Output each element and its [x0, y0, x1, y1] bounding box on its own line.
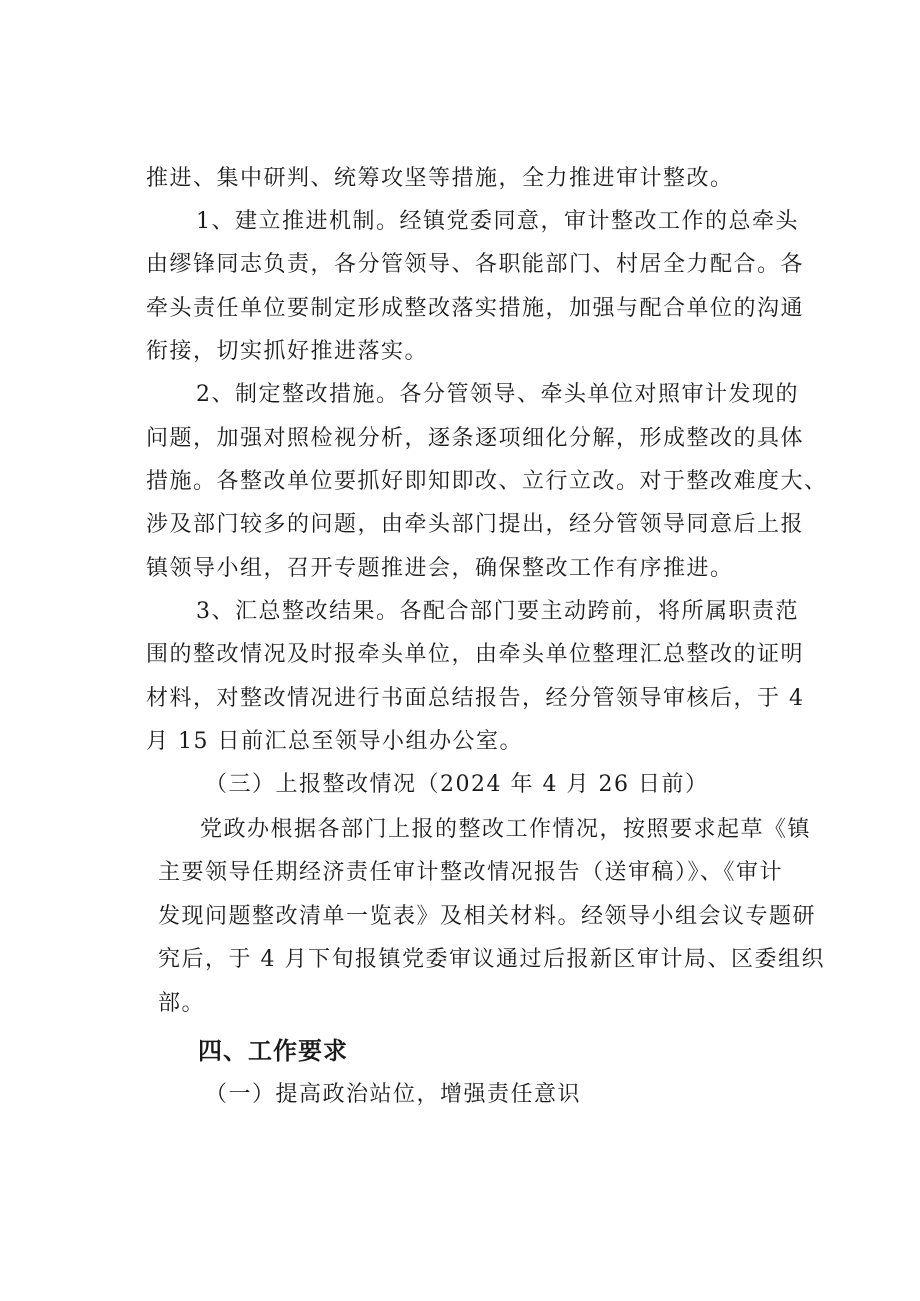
text-line: 月 15 日前汇总至领导小组办公室。: [146, 729, 523, 754]
text-line: 党政办根据各部门上报的整改工作情况，按照要求起草《镇: [200, 817, 812, 842]
text-line: 3、汇总整改结果。各配合部门要主动跨前，将所属职责范: [196, 599, 799, 624]
text-line: 牵头责任单位要制定形成整改落实措施，加强与配合单位的沟通: [146, 296, 805, 321]
subsection-title: （三）上报整改情况（2024 年 4 月 26 日前）: [205, 772, 709, 797]
text-line: 发现问题整改清单一览表》及相关材料。经领导小组会议专题研: [158, 904, 817, 929]
text-line: 部。: [158, 991, 206, 1016]
text-line: 由缪锋同志负责，各分管领导、各职能部门、村居全力配合。各: [146, 252, 805, 277]
text-line: 镇领导小组，召开专题推进会，确保整改工作有序推进。: [146, 556, 734, 581]
text-line: 主要领导任期经济责任审计整改情况报告（送审稿）》、《审计: [158, 860, 784, 885]
text-line: 措施。各整改单位要抓好即知即改、立行立改。对于整改难度大、: [146, 469, 828, 494]
text-line: 材料，对整改情况进行书面总结报告，经分管领导审核后，于 4: [146, 686, 805, 711]
text-line: 推进、集中研判、统筹攻坚等措施，全力推进审计整改。: [146, 166, 734, 191]
section-heading: 四、工作要求: [198, 1037, 348, 1065]
text-line: 衔接，切实抓好推进落实。: [146, 339, 429, 364]
subsection-title: （一）提高政治站位，增强责任意识: [205, 1082, 582, 1107]
text-line: 2、制定整改措施。各分管领导、牵头单位对照审计发现的: [196, 382, 799, 407]
text-line: 1、建立推进机制。经镇党委同意，审计整改工作的总牵头: [196, 209, 799, 234]
text-line: 围的整改情况及时报牵头单位，由牵头单位整理汇总整改的证明: [146, 642, 805, 667]
text-line: 究后，于 4 月下旬报镇党委审议通过后报新区审计局、区委组织: [158, 947, 825, 972]
text-line: 问题，加强对照检视分析，逐条逐项细化分解，形成整改的具体: [146, 426, 805, 451]
text-line: 涉及部门较多的问题，由牵头部门提出，经分管领导同意后上报: [146, 512, 805, 537]
